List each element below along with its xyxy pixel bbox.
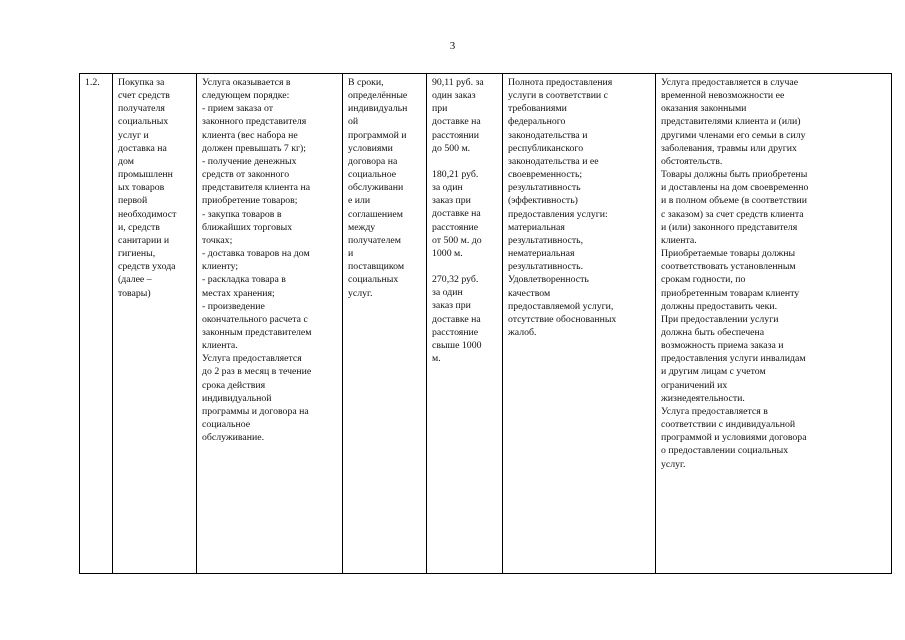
text-line: заказ при (432, 300, 471, 312)
text-line: должна быть обеспечена (661, 326, 765, 338)
text-line: представителя клиента на (202, 182, 311, 194)
text-line: ых товаров (118, 182, 165, 194)
text-line: услуги в соответствии с (508, 90, 608, 102)
text-line: и другим лицам с учетом (661, 366, 766, 378)
text-line: Приобретаемые товары должны (661, 248, 796, 260)
text-line: отсутствие обоснованных (508, 313, 617, 325)
text-line: - доставка товаров на дом (202, 248, 310, 260)
text-line: материальная (508, 221, 565, 233)
text-line: представителями клиента и (или) (661, 116, 801, 128)
text-line: товары) (118, 287, 151, 299)
text-line: обслуживание. (202, 432, 265, 444)
text-line: оказания законными (661, 103, 747, 115)
procedure-cell (197, 74, 343, 574)
text-line: за один (432, 182, 463, 194)
text-line: должен превышать 7 кг); (202, 142, 306, 154)
text-line: предоставления услуги инвалидам (661, 353, 806, 365)
text-line: средств от законного (202, 169, 290, 181)
text-line: окончательного расчета с (202, 313, 308, 325)
text-line: жизнедеятельности. (661, 392, 745, 404)
text-line: Удовлетворенность (508, 274, 589, 286)
text-line: до 2 раз в месяц в течение (202, 366, 312, 378)
text-line: законным представителем (202, 326, 312, 338)
text-line: социальное (202, 419, 251, 431)
text-line: и (или) законного представителя (661, 221, 798, 233)
text-line: законного представителя (202, 116, 307, 128)
row-number-cell (80, 74, 113, 574)
text-line: - получение денежных (202, 155, 297, 167)
text-line: индивидуальной (202, 392, 272, 404)
text-line: федерального (508, 116, 566, 128)
paragraph-gap (432, 155, 499, 168)
text-line: до 500 м. (432, 142, 471, 154)
text-line: Услуга предоставляется в случае (661, 77, 799, 88)
text-line: Услуга оказывается в (202, 77, 291, 88)
text-line: свыше 1000 (432, 339, 482, 351)
text-line: один заказ (432, 90, 476, 102)
text-line: требованиями (508, 103, 567, 115)
text-line: дом (118, 155, 134, 167)
text-line: услуг и (118, 129, 149, 141)
text-line: 180,21 руб. (432, 168, 479, 180)
text-line: Услуга предоставляется в (661, 405, 768, 417)
text-line: - прием заказа от (202, 103, 273, 115)
text-line: о предоставлении социальных (661, 445, 789, 457)
text-line: (эффективность) (508, 195, 578, 207)
text-line: соответствии с индивидуальной (661, 419, 796, 431)
page-number: 3 (449, 40, 456, 52)
text-line: доставке на (432, 313, 481, 325)
text-line: и (348, 248, 354, 260)
text-line: качеством (508, 287, 551, 299)
text-line: доставке на (432, 116, 481, 128)
text-line: заболевания, травмы или других (661, 142, 797, 154)
text-line: программой и условиями договора (661, 432, 807, 444)
text-line: 1000 м. (432, 247, 463, 259)
text-line: Услуга предоставляется (202, 353, 302, 365)
text-line: определённые (348, 90, 408, 102)
text-line: расстояние (432, 326, 479, 338)
text-line: предоставления услуги: (508, 208, 608, 220)
text-line: - раскладка товара в (202, 274, 286, 286)
text-line: 270,32 руб. (432, 274, 479, 286)
terms-cell (343, 74, 427, 574)
text-line: местах хранения; (202, 287, 275, 299)
text-line: и, средств (118, 221, 160, 233)
text-line: за один (432, 287, 463, 299)
text-line: другими членами его семьи в силу (661, 129, 806, 141)
text-line: социальных (348, 274, 399, 286)
text-line: предоставляемой услуги, (508, 300, 614, 312)
text-line: своевременность; (508, 169, 583, 181)
text-line: и доставлены на дом своевременно (661, 182, 809, 194)
table-row (80, 74, 892, 574)
text-line: приобретенным товарам клиенту (661, 287, 800, 299)
text-line: индивидуальн (348, 103, 408, 115)
text-line: получателя (118, 103, 165, 115)
text-line: социальное (348, 169, 397, 181)
text-line: расстоянии (432, 129, 480, 141)
text-line: клиента (вес набора не (202, 129, 298, 141)
text-line: клиента. (202, 340, 238, 352)
text-line: Покупка за (118, 77, 165, 88)
service-name-cell (113, 74, 197, 574)
text-line: клиента. (661, 234, 697, 246)
text-line: договора на (348, 155, 398, 167)
text-line: обстоятельств. (661, 155, 723, 167)
row-number: 1.2. (85, 77, 100, 88)
text-line: соответствовать установленным (661, 261, 796, 273)
text-line: санитарии и (118, 234, 170, 246)
text-line: Товары должны быть приобретены (661, 169, 808, 181)
text-line: е или (348, 195, 371, 207)
text-line: должны предоставить чеки. (661, 300, 778, 312)
text-line: программы и договора на (202, 405, 309, 417)
text-line: доставке на (432, 208, 481, 220)
text-line: счет средств (118, 90, 170, 102)
text-line: законодательства и ее (508, 155, 599, 167)
text-line: первой (118, 195, 148, 207)
text-line: услуг. (348, 287, 373, 299)
text-line: В сроки, (348, 77, 384, 88)
text-line: расстояние (432, 221, 479, 233)
text-line: соглашением (348, 208, 403, 220)
text-line: поставщиком (348, 261, 405, 273)
text-line: нематериальная (508, 248, 575, 260)
text-line: результативность (508, 182, 581, 194)
text-line: социальных (118, 116, 169, 128)
quality-cell (503, 74, 656, 574)
conditions-cell (656, 74, 892, 574)
text-line: от 500 м. до (432, 234, 482, 246)
text-line: при (432, 103, 448, 115)
text-line: услуг. (661, 458, 686, 470)
text-line: - произведение (202, 300, 265, 312)
text-line: При предоставлении услуги (661, 313, 779, 325)
text-line: условиями (348, 142, 393, 154)
text-line: результативность, (508, 234, 584, 246)
text-line: следующем порядке: (202, 90, 290, 102)
text-line: Полнота предоставления (508, 77, 613, 88)
text-line: ограничений их (661, 379, 728, 391)
text-line: 90,11 руб. за (432, 77, 484, 88)
paragraph-gap (432, 260, 499, 273)
text-line: приобретение товаров; (202, 195, 298, 207)
text-line: промышленн (118, 169, 173, 181)
text-line: результативность. (508, 261, 584, 273)
text-line: с заказом) за счет средств клиента (661, 208, 804, 220)
text-line: ближайших торговых (202, 221, 293, 233)
service-table (79, 73, 892, 574)
text-line: законодательства и (508, 129, 588, 141)
text-line: (далее – (118, 274, 152, 286)
text-line: и в полном объеме (в соответствии (661, 195, 808, 207)
text-line: средств ухода (118, 261, 176, 273)
text-line: обслуживани (348, 182, 404, 194)
text-line: получателем (348, 234, 401, 246)
text-line: жалоб. (508, 326, 537, 338)
text-line: ой (348, 116, 359, 128)
text-line: м. (432, 352, 441, 364)
text-line: срокам годности, по (661, 274, 746, 286)
text-line: - закупка товаров в (202, 208, 282, 220)
text-line: республиканского (508, 142, 584, 154)
text-line: точках; (202, 234, 233, 246)
text-line: гигиены, (118, 248, 156, 260)
tariff-cell (427, 74, 503, 574)
text-line: заказ при (432, 195, 471, 207)
text-line: между (348, 221, 376, 233)
text-line: возможность приема заказа и (661, 340, 784, 352)
text-line: программой и (348, 129, 407, 141)
text-line: клиенту; (202, 261, 239, 273)
text-line: доставка на (118, 142, 167, 154)
text-line: срока действия (202, 379, 266, 391)
text-line: временной невозможности ее (661, 90, 785, 102)
text-line: необходимост (118, 208, 177, 220)
